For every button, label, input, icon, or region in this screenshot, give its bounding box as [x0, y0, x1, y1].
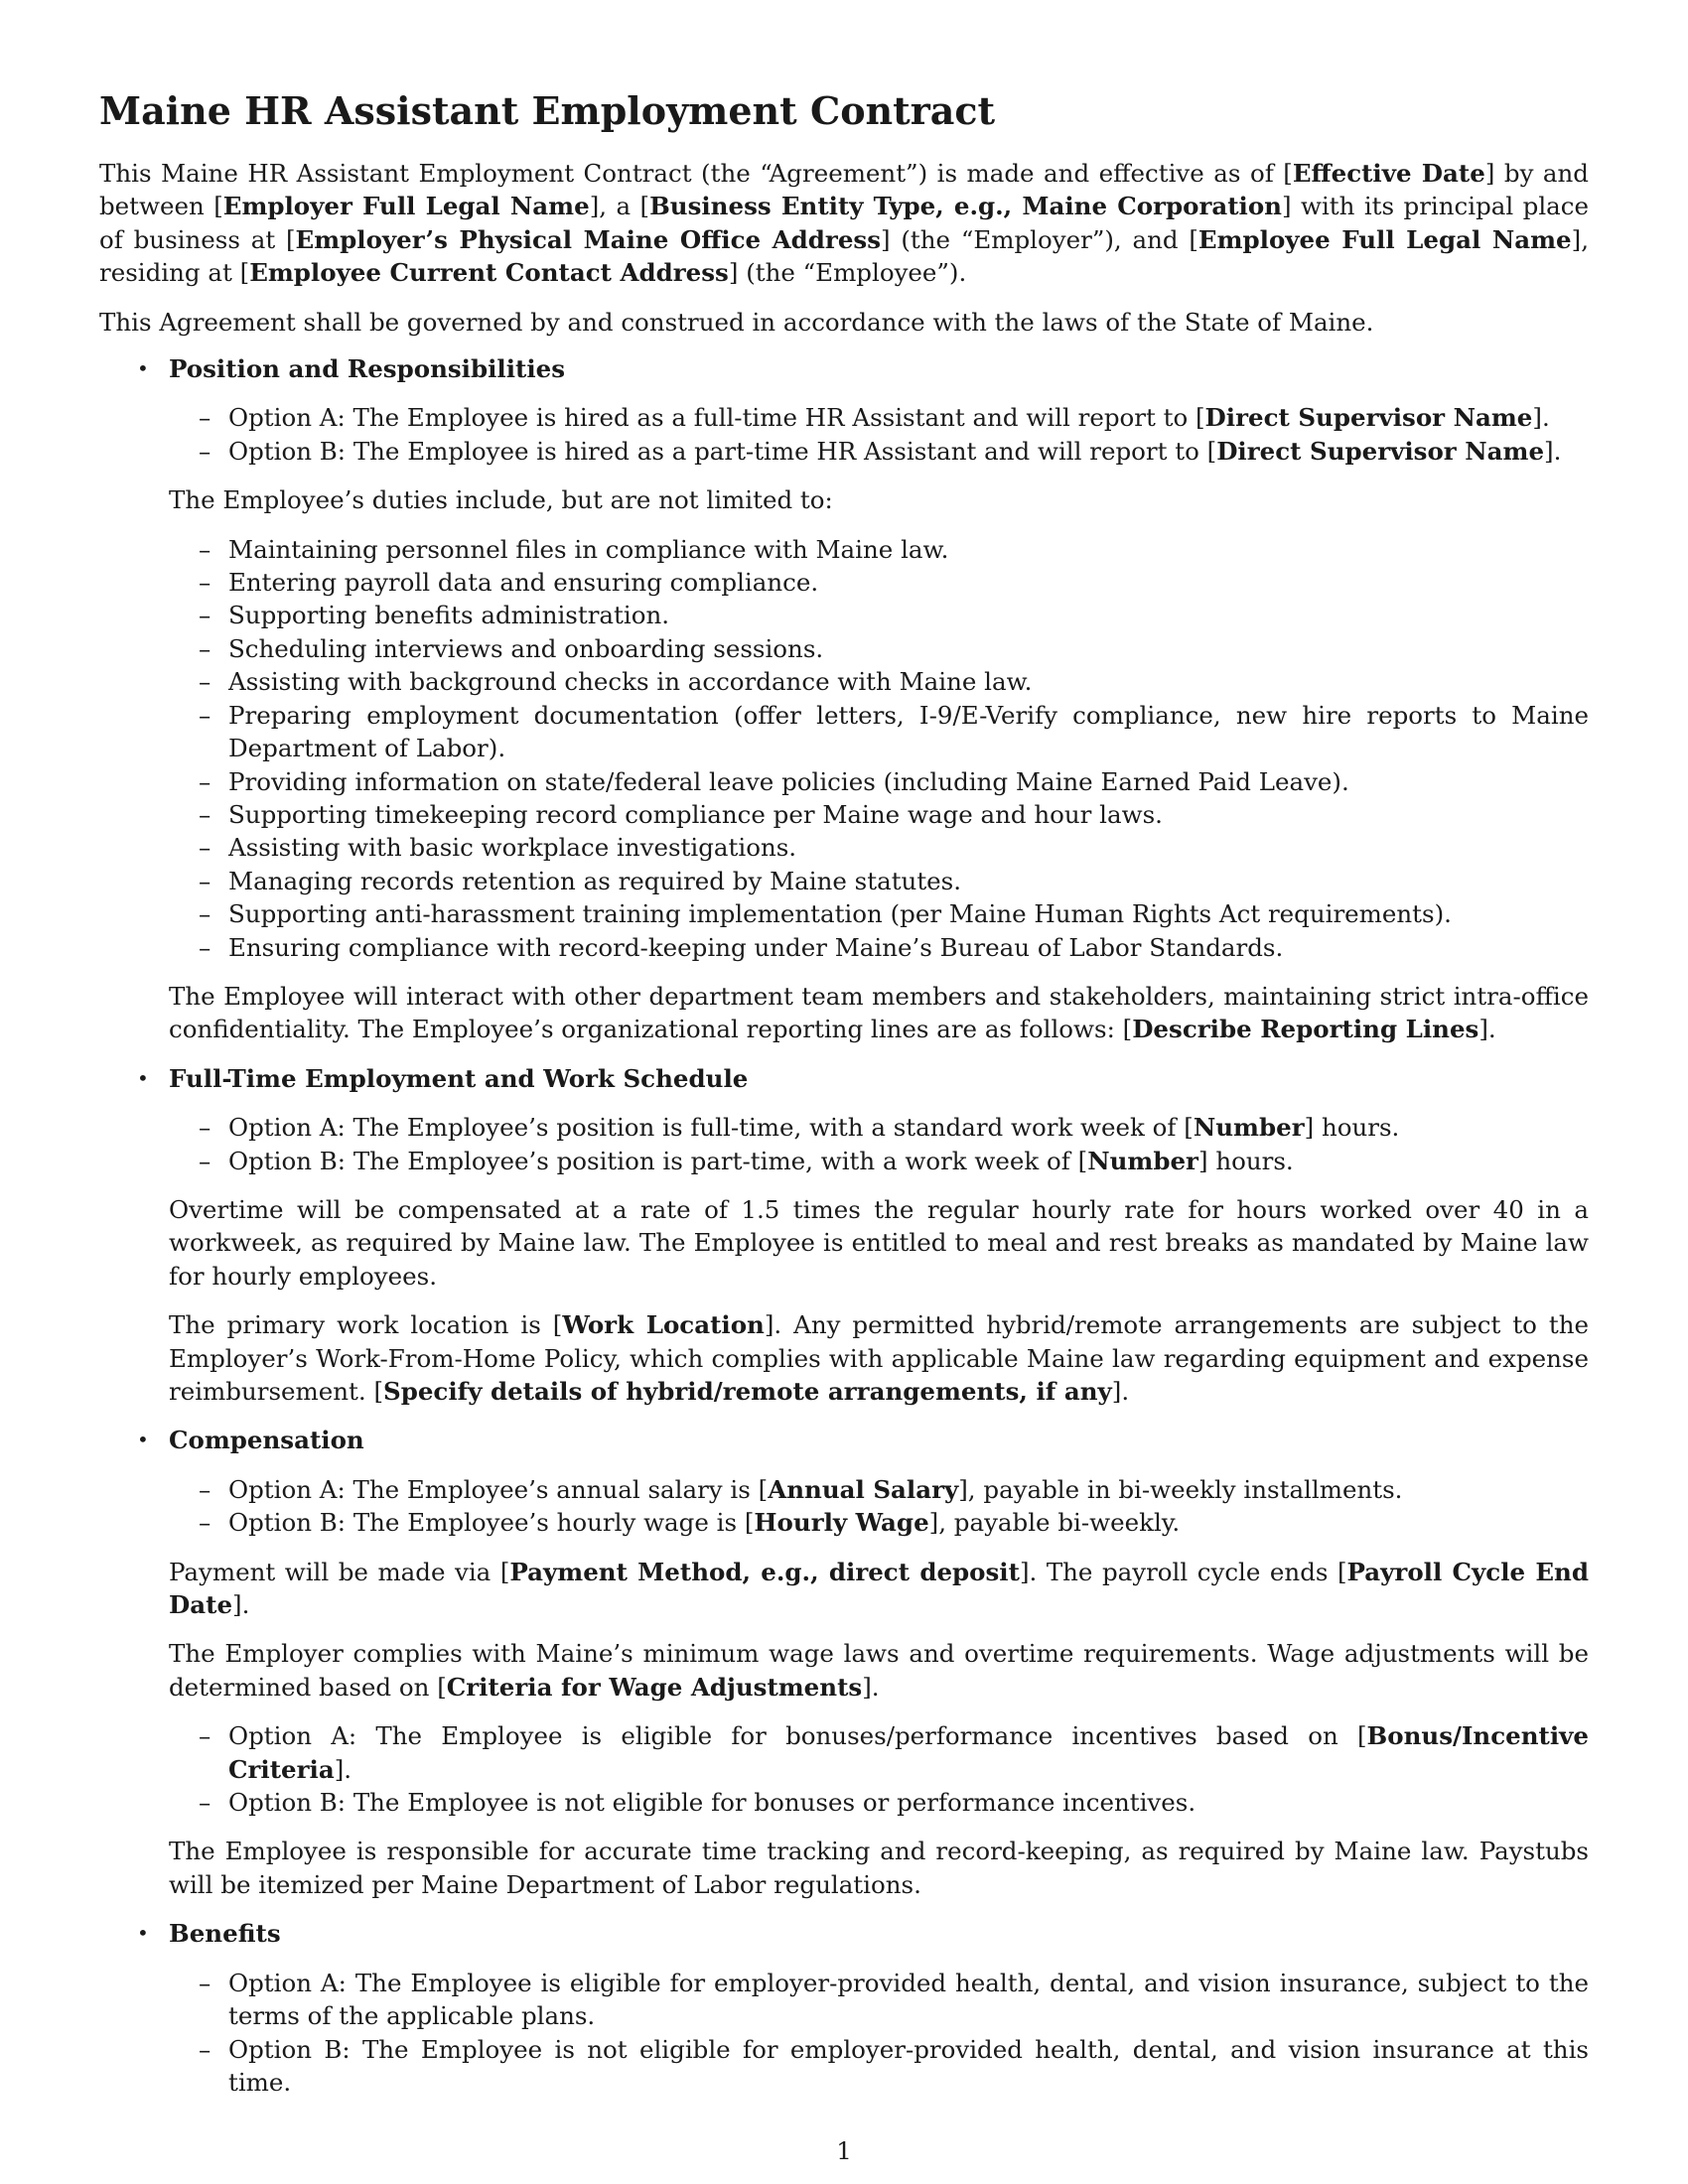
- time-tracking-paragraph: The Employee is responsible for accurate time tracking and record-keeping, as required by Maine law. Paystubs will be itemized per Maine Department of Labor regulations.: [169, 1837, 1589, 1899]
- payment-paragraph: [169, 1556, 1589, 1622]
- duty-item: [169, 533, 1589, 566]
- option-list: [169, 1473, 1589, 1540]
- option-text: Option B: The Employee is hired as a part-time HR Assistant and will report to [: [228, 436, 1217, 466]
- duty-text: Supporting anti-harassment training implementation (per Maine Human Rights Act requirements).: [228, 899, 1452, 929]
- option-text: ].: [1544, 436, 1562, 466]
- placeholder-payroll-end-date: Payroll Cycle End Date: [169, 1557, 1590, 1620]
- dash-icon: –: [199, 403, 211, 433]
- duty-item: [169, 865, 1589, 897]
- duty-text: Entering payroll data and ensuring compliance.: [228, 568, 819, 598]
- paragraph-text: ].: [1478, 1015, 1496, 1044]
- duty-text: Preparing employment documentation (offer letters, I-9/E-Verify compliance, new hire reports to Maine Department of Labor).: [228, 700, 1589, 763]
- paragraph-text: Payment will be made via [: [169, 1557, 510, 1586]
- dash-icon: –: [199, 1146, 211, 1175]
- option-item: [169, 1111, 1589, 1144]
- dash-icon: –: [199, 1508, 211, 1538]
- dash-icon: –: [199, 700, 211, 730]
- option-text: Option B: The Employee’s position is part-time, with a work week of [: [228, 1146, 1088, 1175]
- dash-icon: –: [199, 899, 211, 929]
- option-text: Option A: The Employee is eligible for bonuses/performance incentives based on [: [228, 1721, 1367, 1751]
- intro-text: This Maine HR Assistant Employment Contract (the “Agreement”) is made and effective as of [: [99, 159, 1293, 188]
- bullet-icon: •: [137, 1921, 149, 1946]
- duty-item: [169, 798, 1589, 831]
- option-text: Option B: The Employee is not eligible for bonuses or performance incentives.: [228, 1788, 1196, 1818]
- placeholder-reporting-lines: Describe Reporting Lines: [1132, 1015, 1479, 1044]
- dash-icon: –: [199, 436, 211, 466]
- dash-icon: –: [199, 1474, 211, 1504]
- placeholder-wage-criteria: Criteria for Wage Adjustments: [446, 1672, 863, 1702]
- paragraph-text: ]. The payroll cycle ends [: [1019, 1557, 1347, 1586]
- duty-item: [169, 831, 1589, 864]
- dash-icon: –: [199, 534, 211, 564]
- duty-text: Ensuring compliance with record-keeping under Maine’s Bureau of Labor Standards.: [228, 932, 1284, 962]
- work-location-paragraph: [169, 1308, 1589, 1408]
- option-item: [169, 2033, 1589, 2100]
- option-item: [169, 1473, 1589, 1506]
- duty-item: [169, 665, 1589, 698]
- option-text: ], payable bi-weekly.: [928, 1508, 1181, 1538]
- dash-icon: –: [199, 2034, 211, 2064]
- duty-text: Assisting with background checks in accordance with Maine law.: [228, 667, 1033, 697]
- duties-list: [169, 533, 1589, 964]
- placeholder-number: Number: [1193, 1113, 1305, 1143]
- option-text: Option A: The Employee is eligible for employer-provided health, dental, and vision insurance, subject to the terms of the applicable plans.: [228, 1968, 1589, 2031]
- placeholder-hybrid-details: Specify details of hybrid/remote arrangements, if any: [383, 1377, 1112, 1406]
- document-title: Maine HR Assistant Employment Contract: [99, 88, 996, 133]
- sections-list: [99, 352, 1589, 2099]
- duty-text: Providing information on state/federal leave policies (including Maine Earned Paid Leave).: [228, 766, 1349, 796]
- option-text: Option A: The Employee’s annual salary is [: [228, 1474, 769, 1504]
- intro-text: ] with its principal place of business at [: [99, 192, 1589, 254]
- duty-item: [169, 599, 1589, 631]
- duty-item: [169, 632, 1589, 665]
- overtime-paragraph: Overtime will be compensated at a rate of 1.5 times the regular hourly rate for hours worked over 40 in a workweek, as required by Maine law. The Employee is entitled to meal and rest breaks as mandated by Maine law for hourly employees.: [169, 1194, 1589, 1291]
- dash-icon: –: [199, 866, 211, 895]
- duty-item: [169, 699, 1589, 765]
- duty-text: Supporting timekeeping record compliance per Maine wage and hour laws.: [228, 799, 1163, 829]
- placeholder-supervisor: Direct Supervisor Name: [1204, 403, 1533, 433]
- wage-paragraph: [169, 1637, 1589, 1704]
- option-text: Option B: The Employee is not eligible for employer-provided health, dental, and vision insurance at this time.: [228, 2034, 1589, 2097]
- page-number: 1: [836, 2136, 852, 2165]
- placeholder-work-location: Work Location: [562, 1310, 765, 1340]
- placeholder-employer-address: Employer’s Physical Maine Office Address: [295, 224, 882, 254]
- section-title: Full-Time Employment and Work Schedule: [169, 1063, 749, 1093]
- option-item: [169, 401, 1589, 434]
- duty-text: Maintaining personnel files in compliance with Maine law.: [228, 534, 949, 564]
- option-text: Option B: The Employee’s hourly wage is [: [228, 1508, 755, 1538]
- governing-law-paragraph: This Agreement shall be governed by and construed in accordance with the laws of the State of Maine.: [99, 307, 1374, 337]
- placeholder-employee-address: Employee Current Contact Address: [249, 258, 729, 288]
- dash-icon: –: [199, 1968, 211, 1997]
- placeholder-employee-name: Employee Full Legal Name: [1197, 224, 1572, 254]
- section-title: Position and Responsibilities: [169, 354, 566, 384]
- paragraph-text: The Employee will interact with other department team members and stakeholders, maintaining strict intra-office confidentiality. The Employee’s organizational reporting lines are as follows: [: [169, 981, 1589, 1044]
- option-text: ].: [334, 1754, 352, 1784]
- option-item: [169, 1145, 1589, 1177]
- option-text: Option A: The Employee is hired as a full-time HR Assistant and will report to [: [228, 403, 1205, 433]
- section-position: [99, 352, 1589, 1046]
- dash-icon: –: [199, 568, 211, 598]
- dash-icon: –: [199, 932, 211, 962]
- duty-item: [169, 566, 1589, 599]
- duty-text: Scheduling interviews and onboarding sessions.: [228, 633, 824, 663]
- intro-text: ] by and between [: [99, 159, 1589, 221]
- dash-icon: –: [199, 1113, 211, 1143]
- dash-icon: –: [199, 799, 211, 829]
- option-text: ].: [1532, 403, 1550, 433]
- paragraph-text: ].: [862, 1672, 880, 1702]
- intro-text: ], residing at [: [99, 224, 1589, 288]
- section-title: Benefits: [169, 1919, 281, 1949]
- section-schedule: [99, 1062, 1589, 1409]
- dash-icon: –: [199, 633, 211, 663]
- bullet-icon: •: [137, 1428, 149, 1452]
- option-list: [169, 1719, 1589, 1819]
- option-text: ], payable in bi-weekly installments.: [958, 1474, 1403, 1504]
- option-text: Option A: The Employee’s position is full-time, with a standard work week of [: [228, 1113, 1194, 1143]
- option-list: [169, 1111, 1589, 1177]
- option-item: [169, 1719, 1589, 1786]
- dash-icon: –: [199, 1788, 211, 1818]
- option-item: [169, 1967, 1589, 2033]
- option-text: ] hours.: [1304, 1113, 1400, 1143]
- dash-icon: –: [199, 667, 211, 697]
- paragraph-text: ]. Any permitted hybrid/remote arrangements are subject to the Employer’s Work-From-Home Policy, which complies with applicable Maine law regarding equipment and expense reimbursement. [: [169, 1310, 1589, 1406]
- placeholder-hourly-wage: Hourly Wage: [754, 1508, 929, 1538]
- placeholder-supervisor: Direct Supervisor Name: [1216, 436, 1545, 466]
- placeholder-effective-date: Effective Date: [1292, 159, 1485, 188]
- intro-text: ] (the “Employee”).: [728, 258, 967, 288]
- placeholder-annual-salary: Annual Salary: [768, 1474, 959, 1504]
- reporting-paragraph: [169, 980, 1589, 1046]
- duty-item: [169, 931, 1589, 964]
- intro-text: ] (the “Employer”), and [: [881, 224, 1198, 254]
- placeholder-employer-name: Employer Full Legal Name: [222, 192, 590, 221]
- paragraph-text: The Employer complies with Maine’s minimum wage laws and overtime requirements. Wage adjustments will be determined based on [: [169, 1639, 1589, 1702]
- placeholder-entity-type: Business Entity Type, e.g., Maine Corporation: [649, 192, 1282, 221]
- duty-item: [169, 897, 1589, 930]
- duty-item: [169, 765, 1589, 798]
- option-item: [169, 1786, 1589, 1819]
- dash-icon: –: [199, 1721, 211, 1751]
- option-list: [169, 401, 1589, 468]
- dash-icon: –: [199, 833, 211, 863]
- section-compensation: [99, 1424, 1589, 1901]
- duties-intro: The Employee’s duties include, but are not limited to:: [169, 485, 833, 515]
- option-text: ] hours.: [1197, 1146, 1294, 1175]
- bullet-icon: •: [137, 356, 149, 381]
- paragraph-text: The primary work location is [: [169, 1310, 563, 1340]
- paragraph-text: ].: [232, 1590, 250, 1620]
- intro-text: ], a [: [589, 192, 650, 221]
- duty-text: Managing records retention as required by Maine statutes.: [228, 866, 962, 895]
- intro-paragraph: [99, 157, 1589, 290]
- placeholder-bonus-criteria: Bonus/Incentive Criteria: [228, 1721, 1589, 1784]
- duty-text: Supporting benefits administration.: [228, 601, 670, 630]
- option-list: [169, 1967, 1589, 2100]
- duty-text: Assisting with basic workplace investigations.: [228, 833, 797, 863]
- section-benefits: [99, 1917, 1589, 2099]
- bullet-icon: •: [137, 1065, 149, 1090]
- option-item: [169, 435, 1589, 468]
- dash-icon: –: [199, 601, 211, 630]
- placeholder-payment-method: Payment Method, e.g., direct deposit: [509, 1557, 1020, 1586]
- paragraph-text: ].: [1111, 1377, 1130, 1406]
- section-title: Compensation: [169, 1426, 364, 1455]
- option-item: [169, 1506, 1589, 1539]
- placeholder-number: Number: [1087, 1146, 1198, 1175]
- contract-page: [99, 87, 1589, 2115]
- dash-icon: –: [199, 766, 211, 796]
